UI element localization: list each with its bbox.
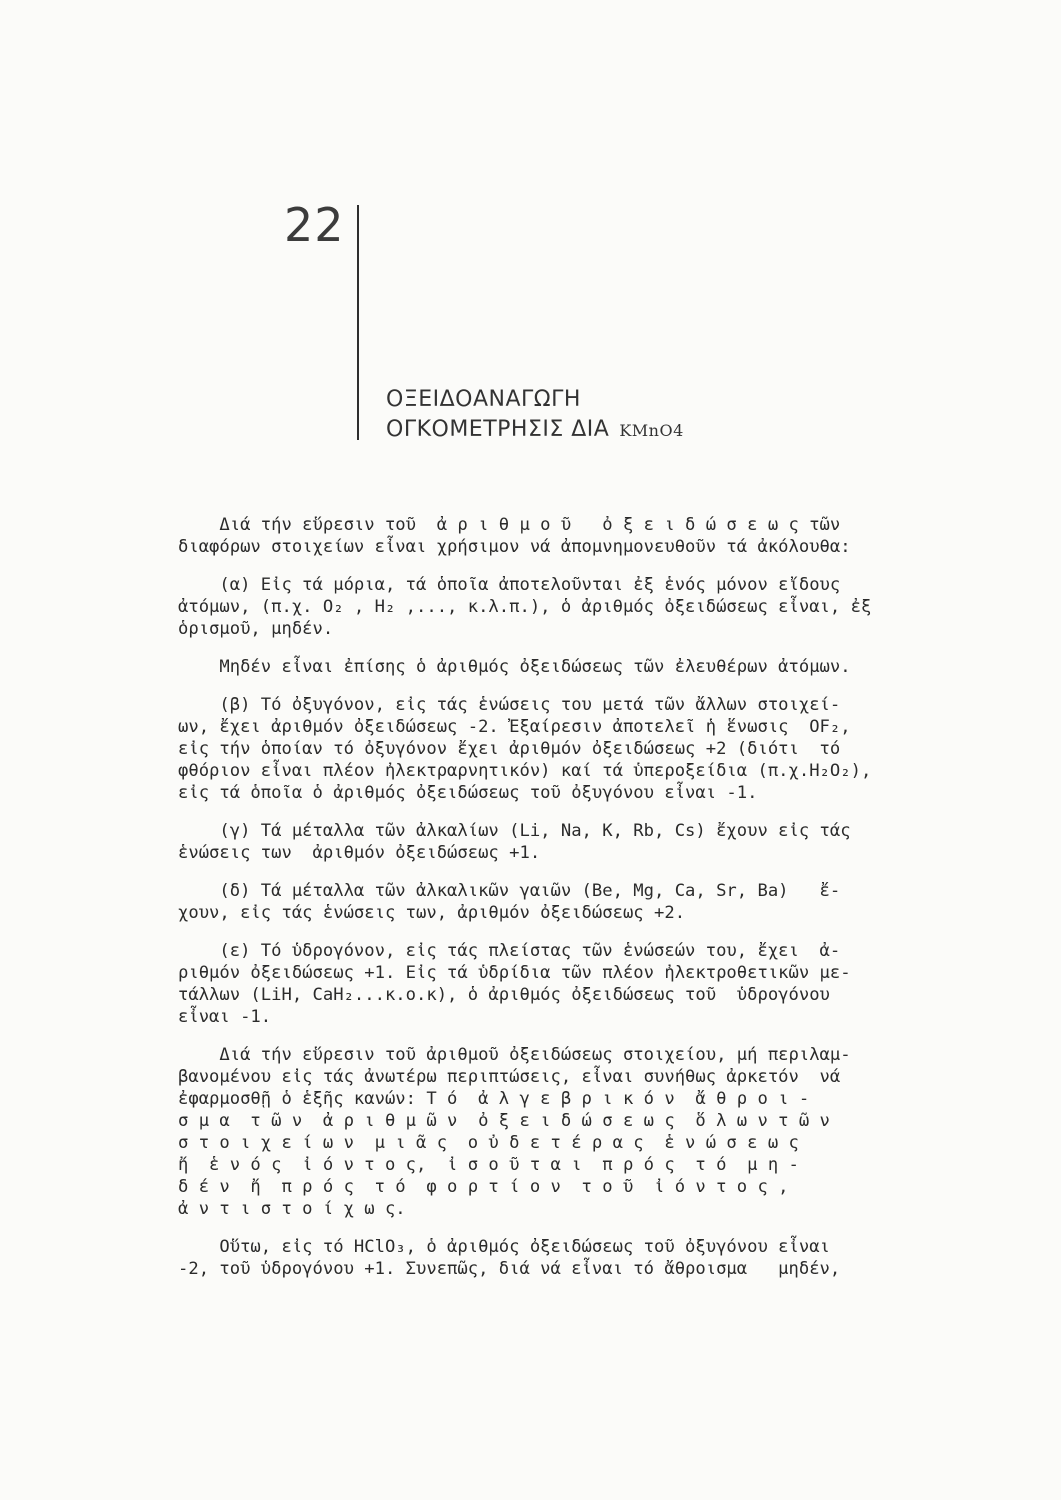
text-line: Διά τήν εὕρεσιν τοῦ ἀ ρ ι θ μ ο ῦ ὀ ξ ε ι δ ώ σ ε ω ς τῶν: [178, 515, 841, 535]
chapter-title-text: ΟΓΚΟΜΕΤΡΗΣΙΣ ΔΙΑ: [386, 417, 610, 442]
text-line: (δ) Τά μέταλλα τῶν ἀλκαλικῶν γαιῶν (Be, Mg, Ca, Sr, Ba) ἔ-: [178, 881, 841, 901]
paragraph: [178, 1236, 1018, 1280]
text-line: (γ) Τά μέταλλα τῶν ἀλκαλίων (Li, Na, K, Rb, Cs) ἔχουν εἰς τάς: [178, 821, 851, 841]
text-line: -2, τοῦ ὑδρογόνου +1. Συνεπῶς, διά νά εἶναι τό ἄθροισμα μηδέν,: [178, 1259, 841, 1279]
chapter-title: [386, 385, 684, 446]
paragraph: [178, 940, 1018, 1028]
paragraph: [178, 1044, 1018, 1220]
paragraph: [178, 694, 1018, 804]
text-line: Οὕτω, εἰς τό HClO₃, ὁ ἀριθμός ὀξειδώσεως τοῦ ὀξυγόνου εἶναι: [178, 1237, 830, 1257]
text-line: διαφόρων στοιχείων εἶναι χρήσιμον νά ἀπομνημονευθοῦν τά ἀκόλουθα:: [178, 537, 851, 557]
text-line: τάλλων (LiH, CaH₂...κ.ο.κ), ὁ ἀριθμός ὀξειδώσεως τοῦ ὑδρογόνου: [178, 985, 830, 1005]
text-line: σ μ α τ ῶ ν ἀ ρ ι θ μ ῶ ν ὀ ξ ε ι δ ώ σ ε ω ς ὅ λ ω ν τ ῶ ν: [178, 1111, 830, 1131]
text-line: (α) Εἰς τά μόρια, τά ὁποῖα ἀποτελοῦνται ἐξ ἑνός μόνον εἴδους: [178, 575, 841, 595]
paragraph: [178, 820, 1018, 864]
chapter-number: 22: [284, 198, 345, 252]
text-line: ἐφαρμοσθῇ ὁ ἑξῆς κανών: Τ ό ἀ λ γ ε β ρ ι κ ό ν ἄ θ ρ ο ι -: [178, 1089, 810, 1109]
text-line: ριθμόν ὀξειδώσεως +1. Εἰς τά ὑδρίδια τῶν πλέον ἠλεκτροθετικῶν με-: [178, 963, 851, 983]
text-line: ἀ ν τ ι σ τ ο ί χ ω ς.: [178, 1199, 406, 1219]
text-line: ἤ ἑ ν ό ς ἰ ό ν τ ο ς, ἰ σ ο ῦ τ α ι π ρ ό ς τ ό μ η -: [178, 1155, 799, 1175]
chapter-title-formula: KMnO4: [619, 421, 684, 440]
text-line: φθόριον εἶναι πλέον ἠλεκτραρνητικόν) καί τά ὑπεροξείδια (π.χ.H₂O₂),: [178, 761, 872, 781]
chapter-title-line-2: [386, 415, 684, 446]
text-line: (ε) Τό ὑδρογόνον, εἰς τάς πλείστας τῶν ἑνώσεών του, ἔχει ἀ-: [178, 941, 841, 961]
chapter-divider: [357, 205, 359, 440]
paragraph: [178, 656, 1018, 678]
text-line: ἑνώσεις των ἀριθμόν ὀξειδώσεως +1.: [178, 843, 541, 863]
text-line: Μηδέν εἶναι ἐπίσης ὁ ἀριθμός ὀξειδώσεως τῶν ἐλευθέρων ἀτόμων.: [178, 657, 851, 677]
chapter-title-line-1: ΟΞΕΙΔΟΑΝΑΓΩΓΗ: [386, 387, 581, 412]
text-line: εἶναι -1.: [178, 1007, 272, 1027]
text-line: ἀτόμων, (π.χ. O₂ , H₂ ,..., κ.λ.π.), ὁ ἀριθμός ὀξειδώσεως εἶναι, ἐξ: [178, 597, 872, 617]
body-text: [178, 514, 1018, 1296]
text-line: δ έ ν ἤ π ρ ό ς τ ό φ ο ρ τ ί ο ν τ ο ῦ ἰ ό ν τ ο ς ,: [178, 1177, 789, 1197]
paragraph: [178, 574, 1018, 640]
text-line: (β) Τό ὀξυγόνον, εἰς τάς ἑνώσεις του μετά τῶν ἄλλων στοιχεί-: [178, 695, 841, 715]
text-line: εἰς τήν ὁποίαν τό ὀξυγόνον ἔχει ἀριθμόν ὀξειδώσεως +2 (διότι τό: [178, 739, 841, 759]
text-line: βανομένου εἰς τάς ἀνωτέρω περιπτώσεις, εἶναι συνήθως ἀρκετόν νά: [178, 1067, 841, 1087]
text-line: ὁρισμοῦ, μηδέν.: [178, 619, 334, 639]
paragraph: [178, 514, 1018, 558]
paragraph: [178, 880, 1018, 924]
text-line: χουν, εἰς τάς ἑνώσεις των, ἀριθμόν ὀξειδώσεως +2.: [178, 903, 686, 923]
text-line: σ τ ο ι χ ε ί ω ν μ ι ᾶ ς ο ὐ δ ε τ έ ρ α ς ἑ ν ώ σ ε ω ς: [178, 1133, 799, 1153]
text-line: Διά τήν εὕρεσιν τοῦ ἀριθμοῦ ὀξειδώσεως στοιχείου, μή περιλαμ-: [178, 1045, 851, 1065]
text-line: ων, ἔχει ἀριθμόν ὀξειδώσεως -2. Ἐξαίρεσιν ἀποτελεῖ ἡ ἕνωσις OF₂,: [178, 717, 851, 737]
text-line: εἰς τά ὁποῖα ὁ ἀριθμός ὀξειδώσεως τοῦ ὀξυγόνου εἶναι -1.: [178, 783, 758, 803]
